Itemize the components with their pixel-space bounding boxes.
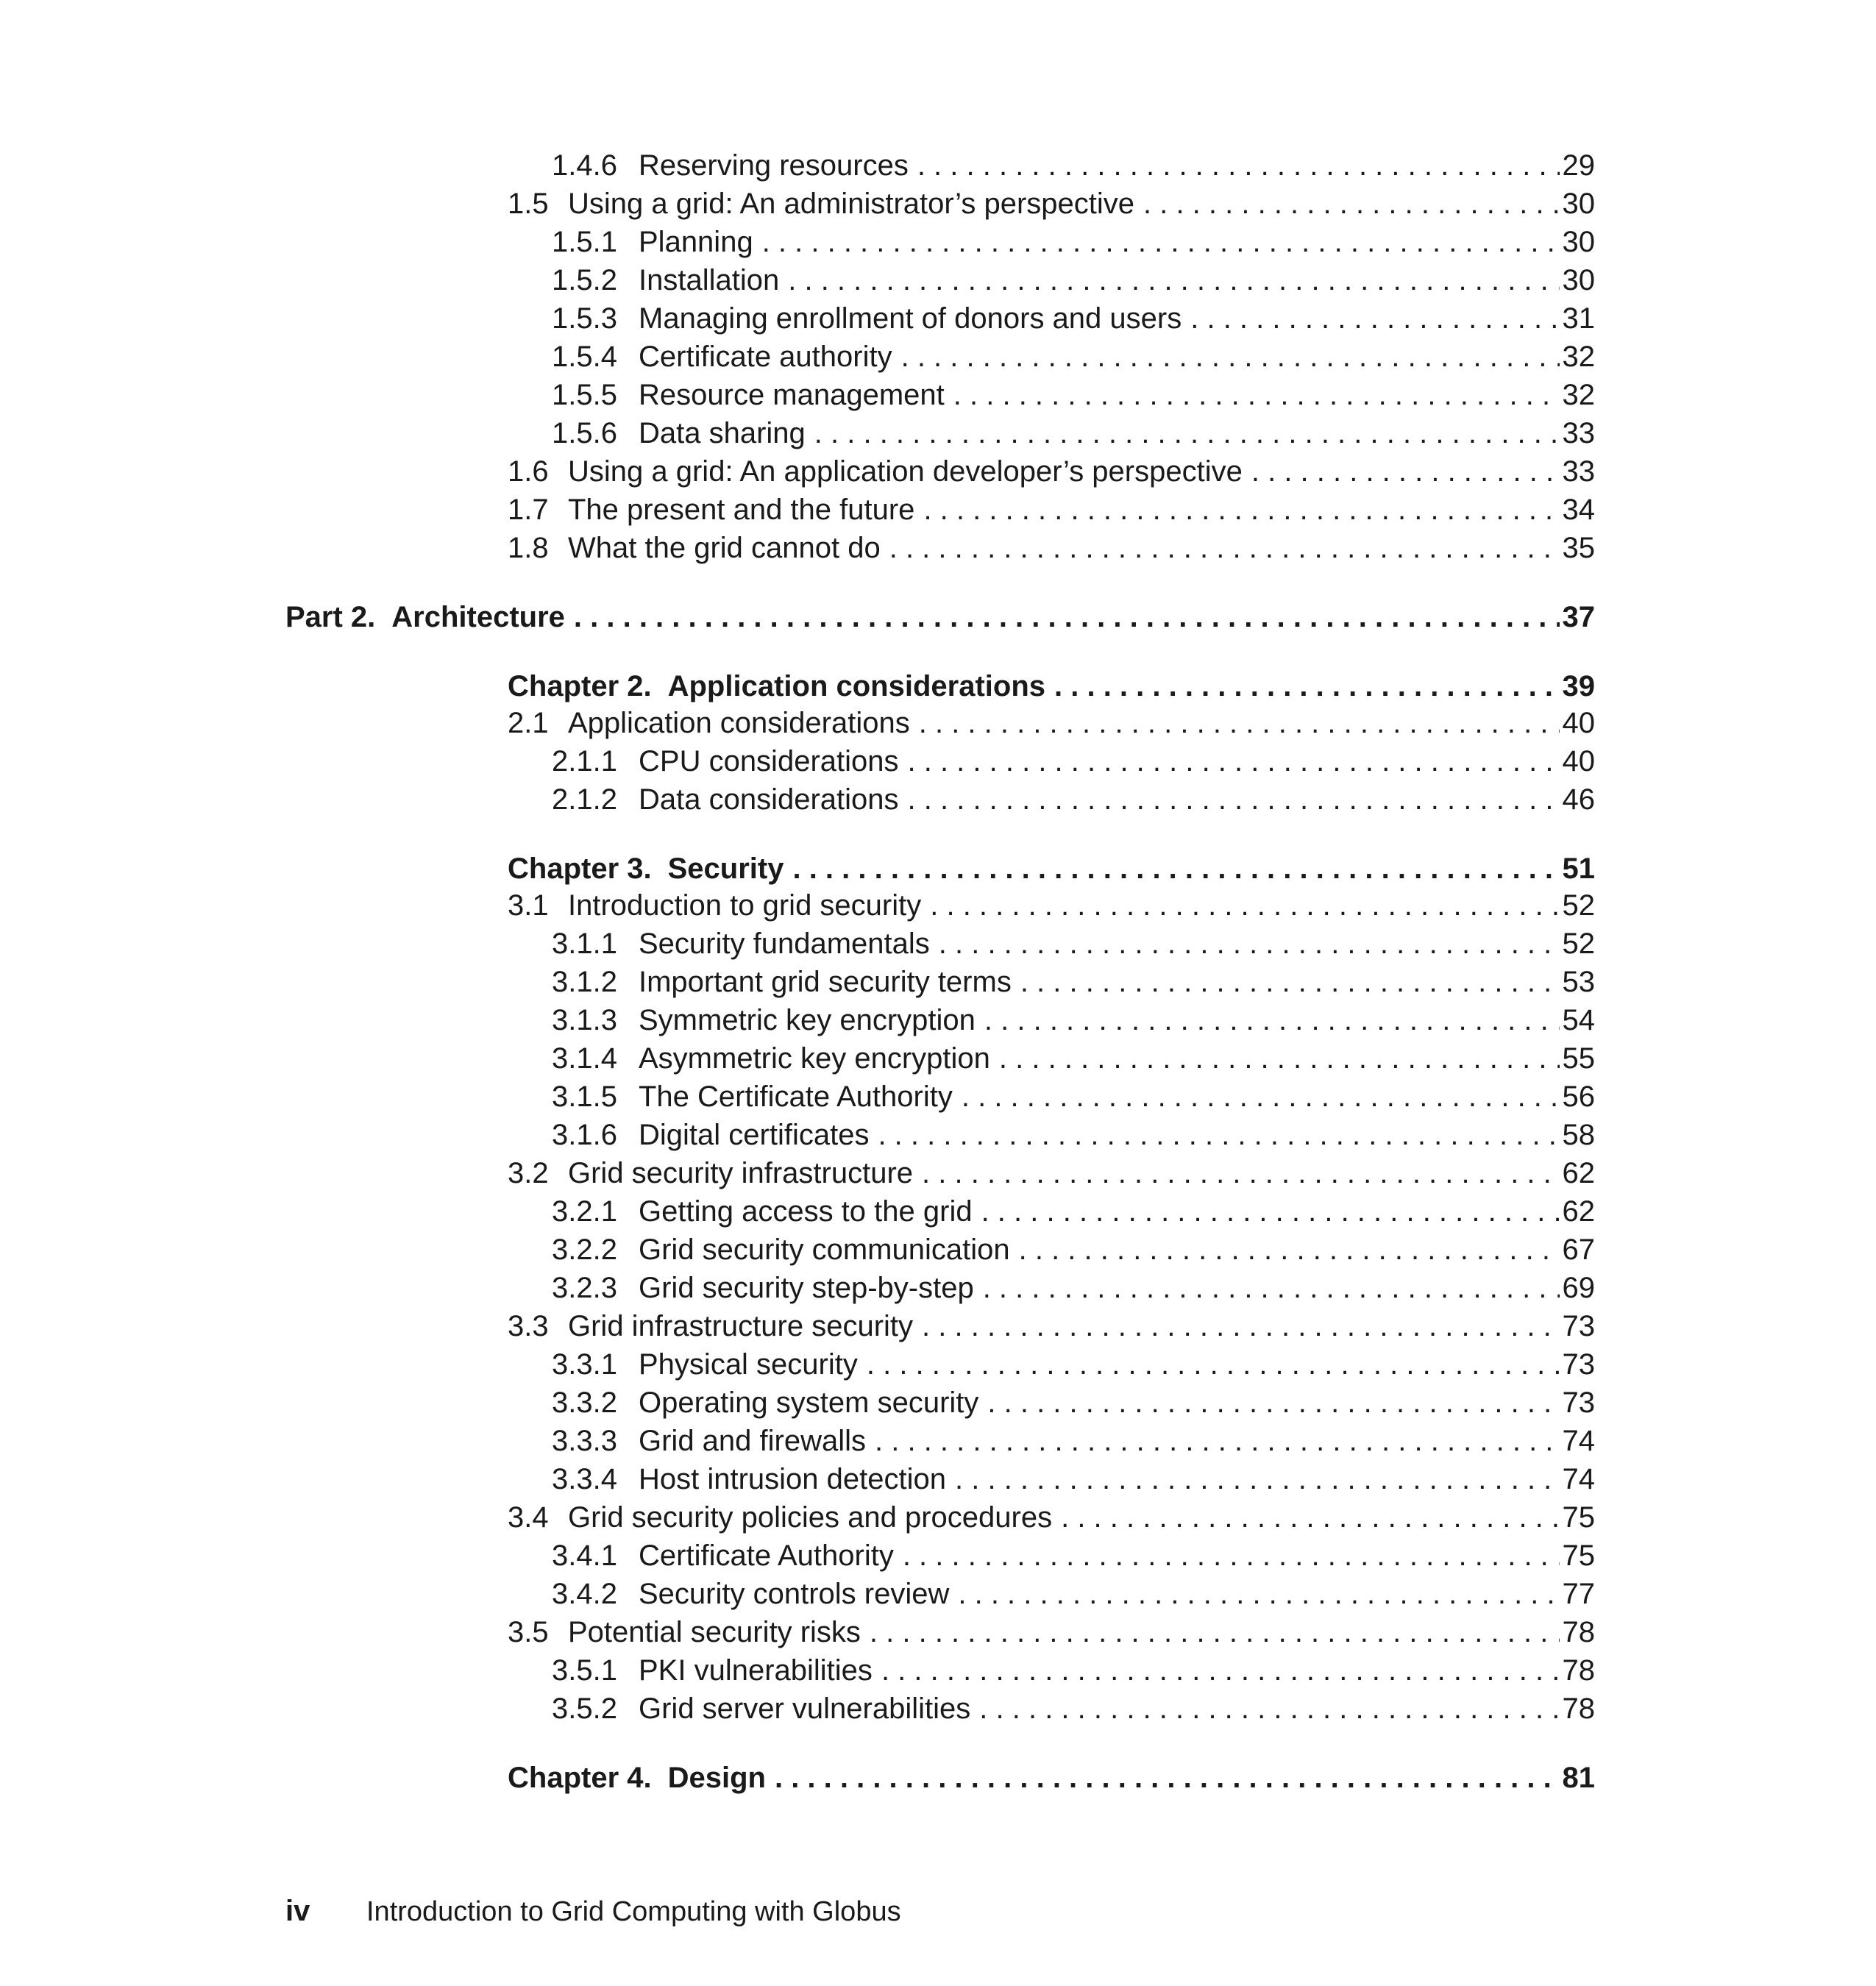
toc-entry-page: 73 (1562, 1310, 1595, 1342)
dot-leader (762, 224, 1560, 260)
toc-entry-number: 1.5.3 (552, 302, 617, 335)
dot-leader (922, 1155, 1559, 1192)
toc-entry-title: Using a grid: An application developer’s perspective (568, 455, 1243, 488)
toc-entry[interactable] (508, 1155, 1595, 1192)
dot-leader (1251, 453, 1560, 490)
toc-entry-page: 81 (1562, 1762, 1595, 1794)
book-title: Introduction to Grid Computing with Globus (366, 1896, 901, 1927)
toc-entry[interactable] (552, 1423, 1595, 1459)
dot-leader (1019, 1231, 1560, 1268)
toc-entry[interactable] (552, 1117, 1595, 1153)
toc-entry-page: 73 (1562, 1348, 1595, 1381)
toc-entry[interactable] (552, 1270, 1595, 1306)
toc-entry-page: 53 (1562, 966, 1595, 998)
toc-entry-number: 3.2.1 (552, 1195, 617, 1228)
toc-entry-number: 3.3 (508, 1310, 549, 1342)
toc-entry-page: 75 (1562, 1540, 1595, 1572)
toc-entry-title: Asymmetric key encryption (639, 1042, 990, 1075)
toc-entry-number: 1.8 (508, 532, 549, 564)
toc-entry-number: 3.1.5 (552, 1081, 617, 1113)
toc-entry[interactable] (552, 1040, 1595, 1077)
dot-leader (908, 743, 1560, 780)
toc-entry-title: Grid and firewalls (639, 1425, 867, 1457)
toc-entry-page: 78 (1562, 1616, 1595, 1648)
toc-entry[interactable] (508, 668, 1595, 705)
toc-entry-number: 3.3.2 (552, 1387, 617, 1419)
toc-entry-title: Operating system security (639, 1387, 979, 1419)
toc-entry[interactable] (508, 1499, 1595, 1536)
toc-entry[interactable] (552, 224, 1595, 260)
toc-entry-page: 56 (1562, 1081, 1595, 1113)
toc-entry[interactable] (552, 1461, 1595, 1498)
dot-leader (999, 1040, 1560, 1077)
dot-leader (1020, 964, 1560, 1000)
toc-entry-number: 3.1.3 (552, 1004, 617, 1036)
dot-leader (889, 530, 1560, 566)
toc-entry-page: 67 (1562, 1234, 1595, 1266)
toc-entry-title: Host intrusion detection (639, 1463, 947, 1495)
toc-entry-page: 29 (1562, 149, 1595, 182)
page-footer (285, 1889, 901, 1933)
toc-entry[interactable] (552, 1690, 1595, 1727)
toc-entry-title: Security fundamentals (639, 928, 930, 960)
toc-entry-page: 33 (1562, 455, 1595, 488)
toc-entry-title: Design (667, 1762, 766, 1794)
dot-leader (981, 1193, 1560, 1230)
dot-leader (775, 1759, 1560, 1796)
dot-leader (867, 1346, 1560, 1383)
dot-leader (1143, 185, 1560, 222)
toc-entry-number: 3.3.3 (552, 1425, 617, 1457)
toc-entry-title: Symmetric key encryption (639, 1004, 976, 1036)
toc-entry[interactable] (508, 185, 1595, 222)
toc-entry-title: What the grid cannot do (568, 532, 881, 564)
dot-leader (979, 1690, 1559, 1727)
toc-entry-page: 75 (1562, 1501, 1595, 1534)
toc-entry[interactable] (552, 300, 1595, 337)
toc-entry-title: Certificate authority (639, 341, 892, 373)
toc-entry[interactable] (508, 887, 1595, 924)
toc-entry[interactable] (552, 147, 1595, 184)
toc-entry-title: The present and the future (568, 494, 915, 526)
toc-entry-page: 51 (1562, 853, 1595, 885)
toc-entry-number: 1.5.1 (552, 226, 617, 258)
toc-entry-page: 30 (1562, 264, 1595, 296)
dot-leader (939, 925, 1560, 962)
toc-entry-page: 74 (1562, 1463, 1595, 1495)
dot-leader (962, 1078, 1560, 1115)
toc-entry-number: 3.2.3 (552, 1272, 617, 1304)
toc-entry-page: 78 (1562, 1693, 1595, 1725)
dot-leader (903, 1537, 1560, 1574)
toc-entry[interactable] (508, 453, 1595, 490)
toc-entry[interactable] (508, 1759, 1595, 1796)
toc-entry-number: 3.1 (508, 889, 549, 922)
toc-entry[interactable] (552, 1193, 1595, 1230)
toc-entry[interactable] (508, 705, 1595, 741)
toc-entry-page: 77 (1562, 1578, 1595, 1610)
toc-entry-title: Digital certificates (639, 1119, 870, 1151)
toc-entry-title: Grid security policies and procedures (568, 1501, 1053, 1534)
toc-entry-page: 73 (1562, 1387, 1595, 1419)
toc-entry-page: 37 (1562, 601, 1595, 633)
toc-entry-page: 30 (1562, 188, 1595, 220)
toc-entry-title: Grid infrastructure security (568, 1310, 914, 1342)
toc-entry-title: Physical security (639, 1348, 858, 1381)
dot-leader (987, 1384, 1559, 1421)
toc-entry-title: Data considerations (639, 783, 899, 816)
toc-entry[interactable] (552, 377, 1595, 413)
toc-entry[interactable] (552, 1652, 1595, 1689)
toc-entry-number: 3.5.1 (552, 1654, 617, 1687)
toc-entry-page: 33 (1562, 417, 1595, 449)
toc-entry-page: 58 (1562, 1119, 1595, 1151)
dot-leader (792, 850, 1559, 887)
dot-leader (878, 1117, 1559, 1153)
toc-entry-title: Grid security communication (639, 1234, 1010, 1266)
toc-entry[interactable] (552, 964, 1595, 1000)
toc-entry[interactable] (508, 530, 1595, 566)
toc-entry[interactable] (552, 1384, 1595, 1421)
toc-entry[interactable] (552, 781, 1595, 818)
toc-entry-title: Security (667, 853, 784, 885)
toc-entry-number: 2.1 (508, 707, 549, 739)
dot-leader (958, 1576, 1559, 1612)
dot-leader (983, 1270, 1560, 1306)
toc-entry-page: 78 (1562, 1654, 1595, 1687)
dot-leader (953, 377, 1560, 413)
toc-entry-number: Part 2. (285, 601, 376, 633)
toc-entry-number: 3.1.4 (552, 1042, 617, 1075)
toc-entry-title: Planning (639, 226, 753, 258)
toc-entry-title: Grid server vulnerabilities (639, 1693, 971, 1725)
toc-entry-page: 30 (1562, 226, 1595, 258)
toc-entry-page: 46 (1562, 783, 1595, 816)
dot-leader (919, 705, 1560, 741)
dot-leader (788, 262, 1559, 299)
toc-entry-number: Chapter 4. (508, 1762, 652, 1794)
toc-entry-page: 32 (1562, 379, 1595, 411)
toc-entry-title: Potential security risks (568, 1616, 861, 1648)
toc-entry-page: 31 (1562, 302, 1595, 335)
toc-entry-page: 40 (1562, 707, 1595, 739)
toc-entry-page: 52 (1562, 889, 1595, 922)
toc-entry-page: 54 (1562, 1004, 1595, 1036)
toc-entry-title: Using a grid: An administrator’s perspective (568, 188, 1134, 220)
toc-entry[interactable] (552, 1002, 1595, 1039)
toc-entry-page: 74 (1562, 1425, 1595, 1457)
toc-entry[interactable] (508, 1614, 1595, 1651)
toc-entry-number: 3.4 (508, 1501, 549, 1534)
dot-leader (1061, 1499, 1559, 1536)
toc-entry-page: 40 (1562, 745, 1595, 777)
toc-entry-number: 3.1.1 (552, 928, 617, 960)
dot-leader (901, 338, 1560, 375)
toc-entry-title: Application considerations (667, 670, 1046, 702)
toc-entry[interactable] (508, 1308, 1595, 1345)
toc-entry-title: Certificate Authority (639, 1540, 894, 1572)
toc-entry-number: 3.3.4 (552, 1463, 617, 1495)
toc-entry-title: PKI vulnerabilities (639, 1654, 873, 1687)
toc-entry[interactable] (552, 925, 1595, 962)
toc-entry-number: 3.5 (508, 1616, 549, 1648)
toc-entry-number: 1.6 (508, 455, 549, 488)
dot-leader (955, 1461, 1559, 1498)
toc-entry-page: 52 (1562, 928, 1595, 960)
toc-entry-number: 1.5.4 (552, 341, 617, 373)
toc-entry-title: Reserving resources (639, 149, 909, 182)
toc-entry-title: Getting access to the grid (639, 1195, 973, 1228)
toc-entry-number: 3.2.2 (552, 1234, 617, 1266)
toc-entry-number: 1.4.6 (552, 149, 617, 182)
toc-entry-title: Important grid security terms (639, 966, 1012, 998)
toc-entry-number: 1.5.5 (552, 379, 617, 411)
toc-entry-number: 3.2 (508, 1157, 549, 1189)
page-number: iv (285, 1895, 310, 1927)
toc-entry-page: 62 (1562, 1195, 1595, 1228)
toc-entry-number: 3.1.2 (552, 966, 617, 998)
toc-entry-number: 2.1.2 (552, 783, 617, 816)
toc-entry-number: 3.1.6 (552, 1119, 617, 1151)
toc-entry-number: 1.5.2 (552, 264, 617, 296)
toc-entry-number: 1.7 (508, 494, 549, 526)
dot-leader (984, 1002, 1560, 1039)
dot-leader (908, 781, 1560, 818)
toc-entry[interactable] (285, 599, 1595, 636)
toc-entry[interactable] (552, 1537, 1595, 1574)
toc-entry[interactable] (552, 1346, 1595, 1383)
toc-entry-title: Grid security infrastructure (568, 1157, 914, 1189)
toc-entry-number: 3.5.2 (552, 1693, 617, 1725)
dot-leader (870, 1614, 1560, 1651)
dot-leader (917, 147, 1560, 184)
toc-entry-page: 34 (1562, 494, 1595, 526)
toc-entry[interactable] (552, 338, 1595, 375)
toc-entry-title: CPU considerations (639, 745, 899, 777)
toc-entry[interactable] (552, 1078, 1595, 1115)
dot-leader (881, 1652, 1560, 1689)
dot-leader (875, 1423, 1559, 1459)
toc-entry-title: Resource management (639, 379, 945, 411)
toc-entry[interactable] (508, 850, 1595, 887)
toc-entry-page: 55 (1562, 1042, 1595, 1075)
toc-entry[interactable] (552, 1231, 1595, 1268)
toc-entry[interactable] (552, 1576, 1595, 1612)
toc-entry-title: Managing enrollment of donors and users (639, 302, 1182, 335)
toc-entry-title: Introduction to grid security (568, 889, 922, 922)
toc-entry-page: 35 (1562, 532, 1595, 564)
toc-entry-page: 39 (1562, 670, 1595, 702)
toc-entry-number: 2.1.1 (552, 745, 617, 777)
dot-leader (814, 415, 1560, 452)
toc-entry[interactable] (508, 491, 1595, 528)
toc-entry-title: Grid security step-by-step (639, 1272, 974, 1304)
toc-entry-title: Security controls review (639, 1578, 950, 1610)
toc-entry-number: 1.5.6 (552, 417, 617, 449)
dot-leader (1190, 300, 1559, 337)
toc-entry-number: Chapter 2. (508, 670, 652, 702)
toc-entry-page: 69 (1562, 1272, 1595, 1304)
toc-entry-number: 1.5 (508, 188, 549, 220)
toc-entry[interactable] (552, 415, 1595, 452)
toc-entry-title: The Certificate Authority (639, 1081, 953, 1113)
toc-entry[interactable] (552, 262, 1595, 299)
toc-entry-page: 32 (1562, 341, 1595, 373)
toc-entry-number: Chapter 3. (508, 853, 652, 885)
toc-entry-number: 3.4.2 (552, 1578, 617, 1610)
toc-entry-title: Installation (639, 264, 780, 296)
toc-entry-title: Application considerations (568, 707, 910, 739)
toc-entry-number: 3.3.1 (552, 1348, 617, 1381)
toc-entry-number: 3.4.1 (552, 1540, 617, 1572)
dot-leader (574, 599, 1560, 636)
toc-entry[interactable] (552, 743, 1595, 780)
dot-leader (922, 1308, 1559, 1345)
dot-leader (1054, 668, 1559, 705)
toc-entry-page: 62 (1562, 1157, 1595, 1189)
toc-entry-title: Architecture (391, 601, 565, 633)
toc-entry-title: Data sharing (639, 417, 806, 449)
dot-leader (930, 887, 1559, 924)
dot-leader (923, 491, 1559, 528)
